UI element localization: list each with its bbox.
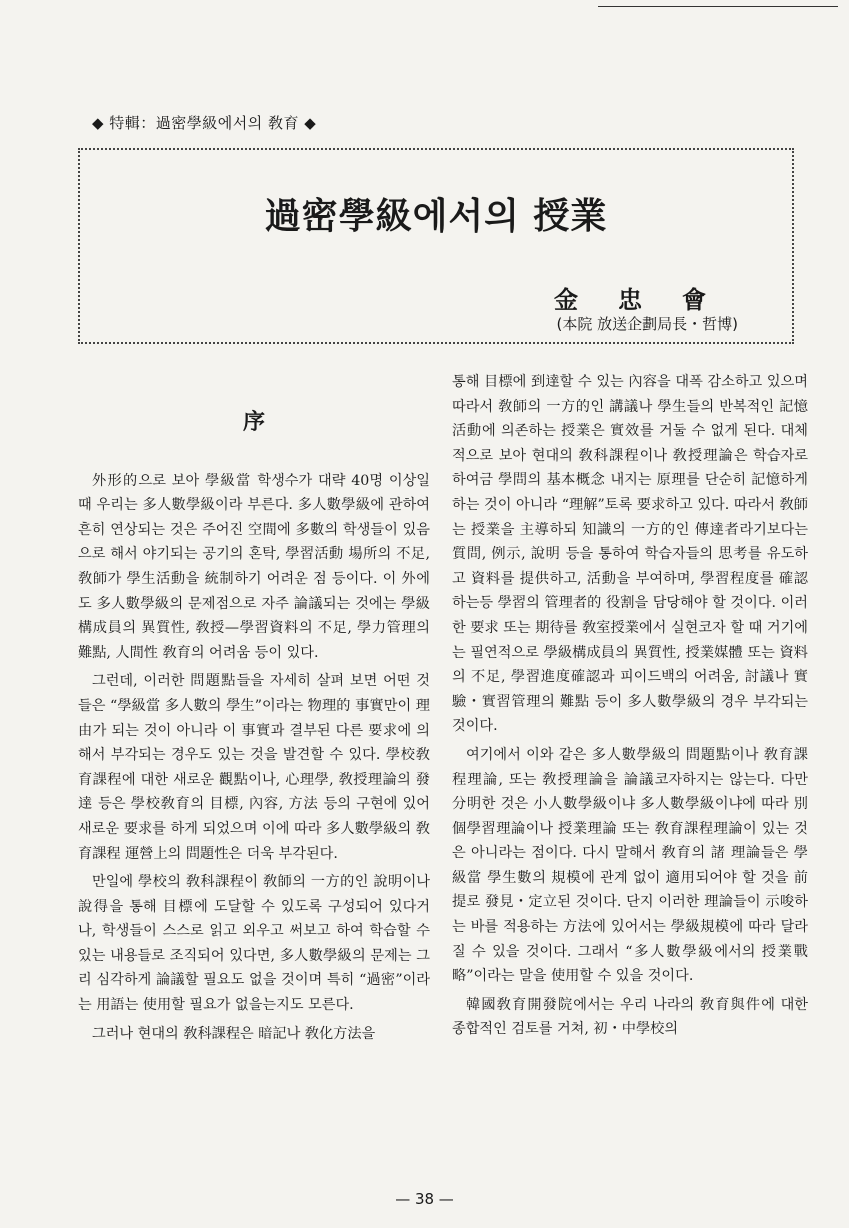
paragraph: 그러나 현대의 敎科課程은 暗記나 敎化方法을	[92, 1025, 376, 1042]
author-name: 金忠會	[554, 285, 746, 314]
paragraph: 外形的으로 보아 學級當 학생수가 대략 40명 이상일 때 우리는 多人數學級이라 부른다. 多人數學級에 관하여 흔히 연상되는 것은 주어진 空間에 多數의 학생들이 있음으로 해서 야기되는 공기의 혼탁, 學習活動 場所의 不足, 敎師가 學生活動을 統制하기 어려운 점 등이다. 이 外에도 多人數學級의 문제점으로 자주 論議되는 것에는 學級構成員의 異質性, 敎授—學習資料의 不足, 學力管理의 難點, 人間性 敎育의 어려움 등이 있다.	[78, 472, 430, 661]
top-rule	[598, 6, 838, 7]
page-number: — 38 —	[395, 1190, 454, 1208]
paragraph: 통해 目標에 到達할 수 있는 內容을 대폭 감소하고 있으며 따라서 敎師의 一方的인 講議나 學生들의 반복적인 記憶活動에 의존하는 授業은 實效를 거둘 수 없게 된다. 대체적으로 보아 현대의 敎科課程이나 敎授理論은 학습자로 하여금 學問의 基本概念 내지는 原理를 단순히 記憶하게 하는 것이 아니라 “理解”토록 要求하고 있다. 따라서 敎師는 授業을 主導하되 知識의 一方的인 傳達者라기보다는 質問, 例示, 說明 등을 통하여 학습자들의 思考를 유도하고 資料를 提供하고, 活動을 부여하며, 學習程度를 確認하는등 學習의 管理者的 役割을 담당해야 할 것이다. 이러한 要求 또는 期待를 敎室授業에서 실현코자 할 때 거기에는 필연적으로 學級構成員의 異質性, 授業媒體 또는 資料의 不足, 學習進度確認과 피이드백의 어려움, 討議나 實驗・實習管理의 難點 등이 多人數學級의 경우 부각되는 것이다.	[452, 374, 808, 735]
left-column	[78, 370, 430, 1046]
section-heading: 序	[242, 409, 265, 435]
paragraph: 만일에 學校의 敎科課程이 敎師의 一方的인 說明이나 說得을 통해 目標에 도달할 수 있도록 구성되어 있다거나, 학생들이 스스로 읽고 외우고 써보고 하여 학습할 수 있는 내용들로 조직되어 있다면, 多人數學級의 문제는 그리 심각하게 論議할 필요도 없을 것이며 특히 “過密”이라는 用語는 使用할 필요가 없을는지도 모른다.	[78, 874, 430, 1014]
right-column	[452, 370, 808, 1042]
author-affiliation: (本院 放送企劃局長・哲博)	[556, 315, 738, 333]
article-title: 過密學級에서의 授業	[264, 195, 608, 237]
paragraph: 여기에서 이와 같은 多人數學級의 問題點이나 敎育課程理論, 또는 敎授理論을 論議코자하지는 않는다. 다만 分明한 것은 小人數學級이냐 多人數學級이냐에 따라 別個學習理論이나 授業理論 또는 敎育課程理論이 있는 것은 아니라는 점이다. 다시 말해서 敎育의 諸 理論들은 學級當 學生數의 規模에 관계 없이 適用되어야 할 것을 前提로 發見・定立된 것이다. 단지 이러한 理論들이 示唆하는 바를 적용하는 方法에 있어서는 學級規模에 따라 달라질 수 있을 것이다. 그래서 “多人數學級에서의 授業戰略”이라는 말을 使用할 수 있을 것이다.	[452, 746, 808, 985]
paragraph: 그런데, 이러한 問題點들을 자세히 살펴 보면 어떤 것들은 “學級當 多人數의 學生”이라는 物理的 事實만이 理由가 되는 것이 아니라 이 事實과 결부된 다른 要求에 의해서 부각되는 경우도 있는 것을 발견할 수 있다. 學校敎育課程에 대한 새로운 觀點이나, 心理學, 敎授理論의 發達 등은 學校敎育의 目標, 內容, 方法 등의 구현에 있어 새로운 要求를 하게 되었으며 이에 따라 多人數學級의 敎育課程 運營上의 問題性은 더욱 부각된다.	[78, 673, 430, 862]
paragraph: 韓國敎育開發院에서는 우리 나라의 敎育與件에 대한 종합적인 검토를 거쳐, 初・中學校의	[452, 996, 808, 1038]
series-label: ◆ 特輯：過密學級에서의 敎育 ◆	[92, 114, 317, 132]
title-box	[78, 148, 794, 344]
